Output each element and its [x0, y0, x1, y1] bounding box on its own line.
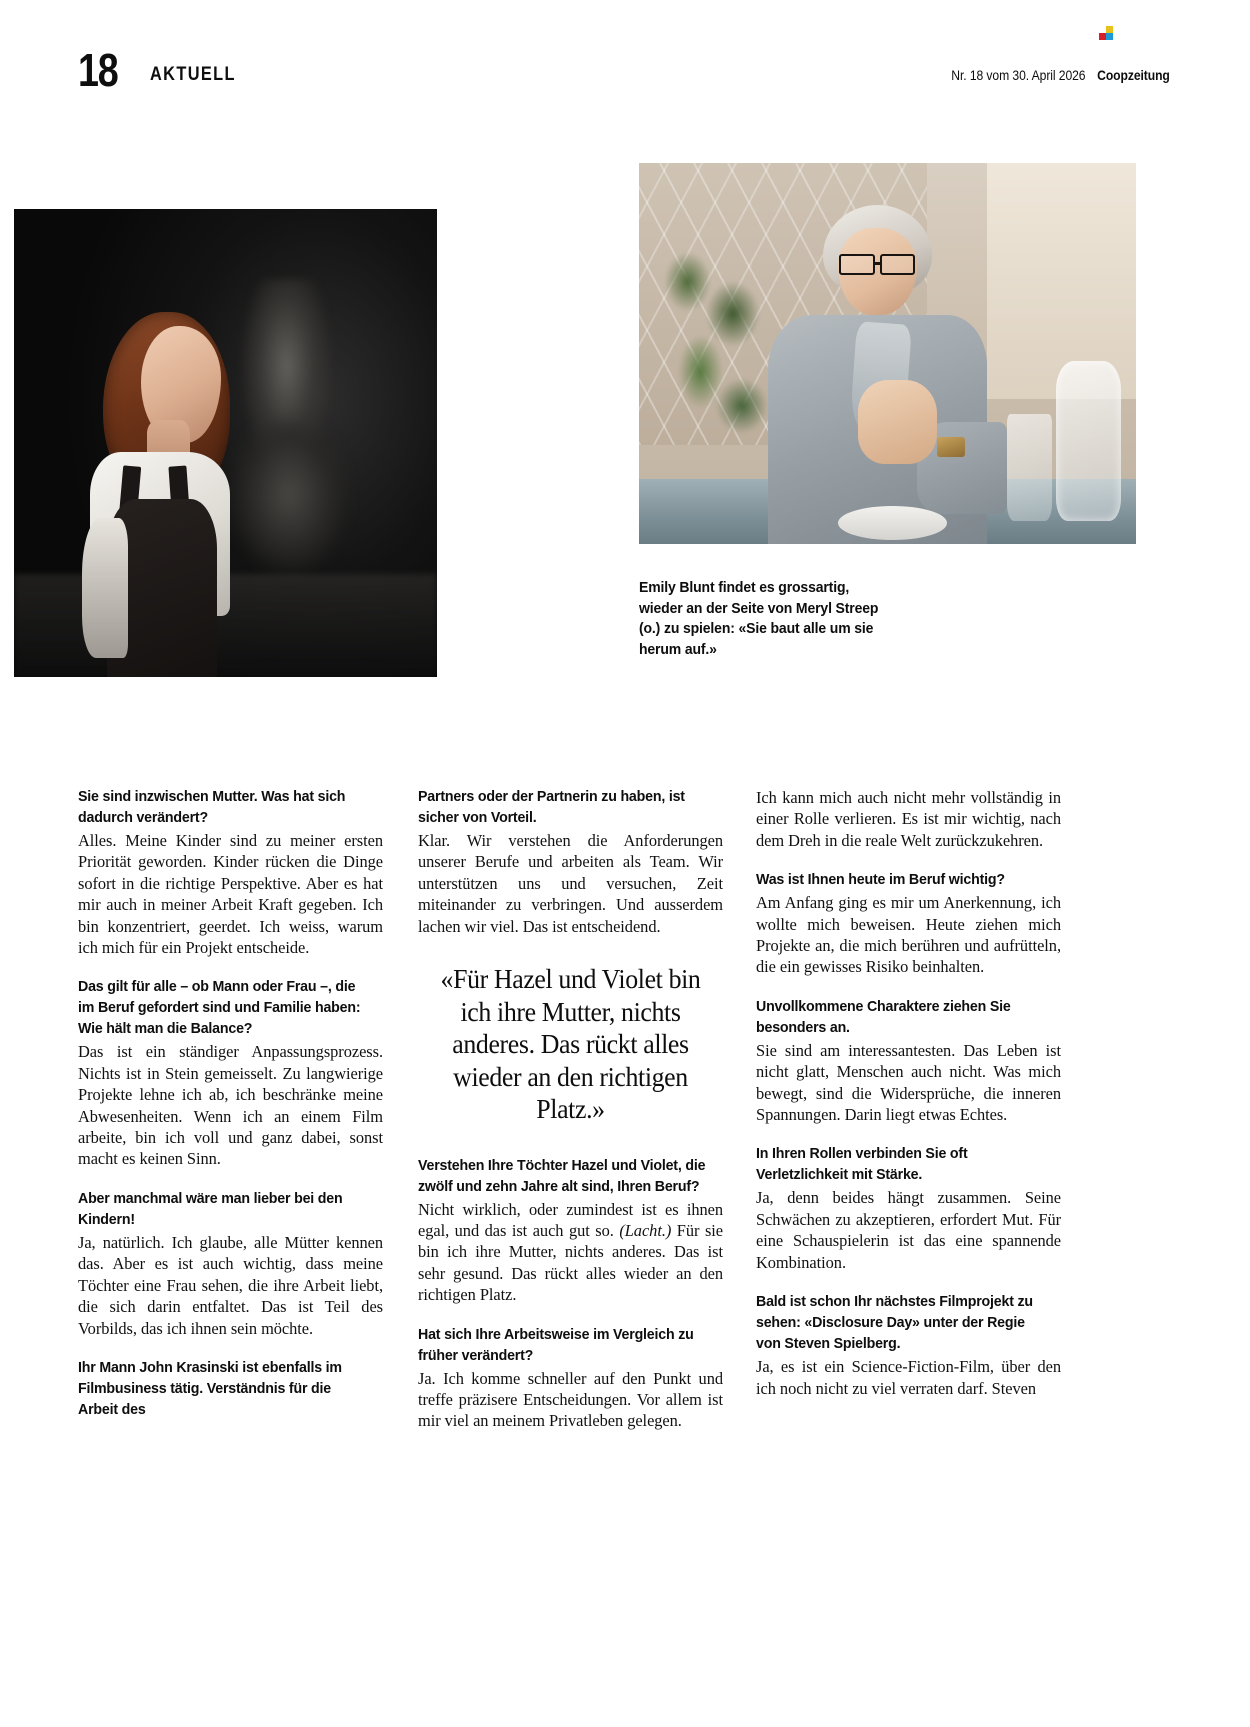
answer-paragraph: Ich kann mich auch nicht mehr vollständig in einer Rolle verlieren. Es ist mir wichtig, nach dem Dreh in die reale Welt zurückzukehren.: [756, 788, 1061, 850]
question-heading: Sie sind inzwischen Mutter. Was hat sich dadurch verändert?: [78, 789, 346, 826]
answer-paragraph: Das ist ein ständiger Anpassungsprozess. Nichts ist in Stein gemeisselt. Zu langwierige Projekte lehne ich ab, ich beschränke meine Abwesenheiten. Wenn ich an einem Film arbeite, bin ich voll und ganz dabei, sonst macht es keinen Sinn.: [78, 1042, 383, 1169]
answer-text-post: Für sie bin ich ihre Mutter, nichts anderes. Das ist sehr gesund. Das rückt alles wieder an den richtigen Platz.: [418, 1220, 723, 1305]
question-heading: Hat sich Ihre Arbeitsweise im Vergleich zu früher verändert?: [418, 1326, 694, 1364]
publication-brand: Coopzeitung: [1097, 68, 1170, 83]
page-header: [78, 44, 1170, 108]
reg-swatch-white: [1099, 26, 1106, 33]
reg-swatch-yellow: [1106, 26, 1113, 33]
question-heading: Das gilt für alle – ob Mann oder Frau –, die im Beruf gefordert sind und Familie haben: Wie hält man die Balance?: [78, 979, 361, 1038]
answer-paragraph: Am Anfang ging es mir um Anerkennung, ich wollte mich beweisen. Heute ziehen mich Projekte an, die mich berühren und aufrütteln, die ein gewisses Risiko beinhalten.: [756, 893, 1061, 977]
article-body: [78, 787, 1078, 1487]
answer-paragraph: Sie sind am interessantesten. Das Leben ist nicht glatt, Menschen auch nicht. Was mich bewegt, sind die Widersprüche, die inneren Spannungen. Darin liegt etwas Echtes.: [756, 1040, 1061, 1125]
answer-paragraph: [418, 1199, 723, 1306]
answer-paragraph: Klar. Wir verstehen die Anforderungen unserer Berufe und arbeiten als Team. Wir unterstützen uns und versuchen, Zeit miteinander zu verbringen. Und ausserdem lachen wir viel. Das ist entscheidend.: [418, 831, 723, 936]
question-heading: Ihr Mann John Krasinski ist ebenfalls im Filmbusiness tätig. Verständnis für die Arbeit des: [78, 1359, 342, 1418]
page-number: 18: [78, 44, 118, 96]
answer-paragraph: Alles. Meine Kinder sind zu meiner ersten Priorität geworden. Kinder rücken die Dinge sofort in die richtige Perspektive. Aber es hat mir auch in meiner Arbeit Kraft gegeben. Ich bin konzentriert, geerdet. Ich weiss, warum ich mich für ein Projekt entscheide.: [78, 831, 383, 958]
question-heading: Verstehen Ihre Töchter Hazel und Violet, die zwölf und zehn Jahre alt sind, Ihren Beruf?: [418, 1157, 706, 1195]
header-meta: [952, 68, 1170, 83]
registration-color-mark: [1099, 26, 1113, 40]
answer-paragraph: Ja, es ist ein Science-Fiction-Film, über den ich noch nicht zu viel verraten darf. Steven: [756, 1357, 1061, 1398]
article-column-2: [418, 787, 723, 1487]
question-heading: Unvollkommene Charaktere ziehen Sie besonders an.: [756, 998, 1011, 1036]
question-heading: Bald ist schon Ihr nächstes Filmprojekt zu sehen: «Disclosure Day» unter der Regie von Steven Spielberg.: [756, 1294, 1033, 1353]
question-heading: Was ist Ihnen heute im Beruf wichtig?: [756, 872, 1005, 889]
reg-swatch-magenta: [1099, 33, 1106, 40]
article-column-3: [756, 787, 1061, 1487]
photo-caption: Emily Blunt findet es grossartig, wieder an der Seite von Meryl Streep (o.) zu spielen: «Sie baut alle um sie herum auf.»: [639, 580, 879, 658]
answer-text-pre: Nicht wirklich, oder zumindest ist es ihnen egal, und das ist auch gut so.: [418, 1199, 723, 1240]
meryl-streep-interior-photo: [639, 163, 1136, 544]
answer-paragraph: Ja. Ich komme schneller auf den Punkt und treffe präzisere Entscheidungen. Vor allem ist mir viel an meinem Privatleben gelegen.: [418, 1368, 723, 1431]
pull-quote: «Für Hazel und Violet bin ich ihre Mutter, nichts anderes. Das rückt alles wieder an den richtigen Platz.»: [440, 963, 701, 1125]
article-column-1: [78, 787, 383, 1487]
reg-swatch-cyan: [1106, 33, 1113, 40]
question-heading: Partners oder der Partnerin zu haben, ist sicher von Vorteil.: [418, 789, 685, 826]
question-heading: In Ihren Rollen verbinden Sie oft Verletzlichkeit mit Stärke.: [756, 1146, 968, 1184]
emily-blunt-stage-photo: [14, 209, 437, 677]
answer-paragraph: Ja, denn beides hängt zusammen. Seine Schwächen zu akzeptieren, erfordert Mut. Für eine Schauspielerin ist das eine spannende Kombination.: [756, 1188, 1061, 1272]
answer-paragraph: Ja, natürlich. Ich glaube, alle Mütter kennen das. Aber es ist auch wichtig, dass meine Töchter eine Frau sehen, die ihre Arbeit liebt, die sich darin entfaltet. Das ist Teil des Vorbilds, das ich ihnen sein möchte.: [78, 1232, 383, 1338]
issue-date: Nr. 18 vom 30. April 2026: [951, 68, 1086, 83]
question-heading: Aber manchmal wäre man lieber bei den Kindern!: [78, 1190, 343, 1228]
answer-stage-direction: (Lacht.): [619, 1220, 672, 1240]
section-rubric: AKTUELL: [150, 64, 236, 85]
